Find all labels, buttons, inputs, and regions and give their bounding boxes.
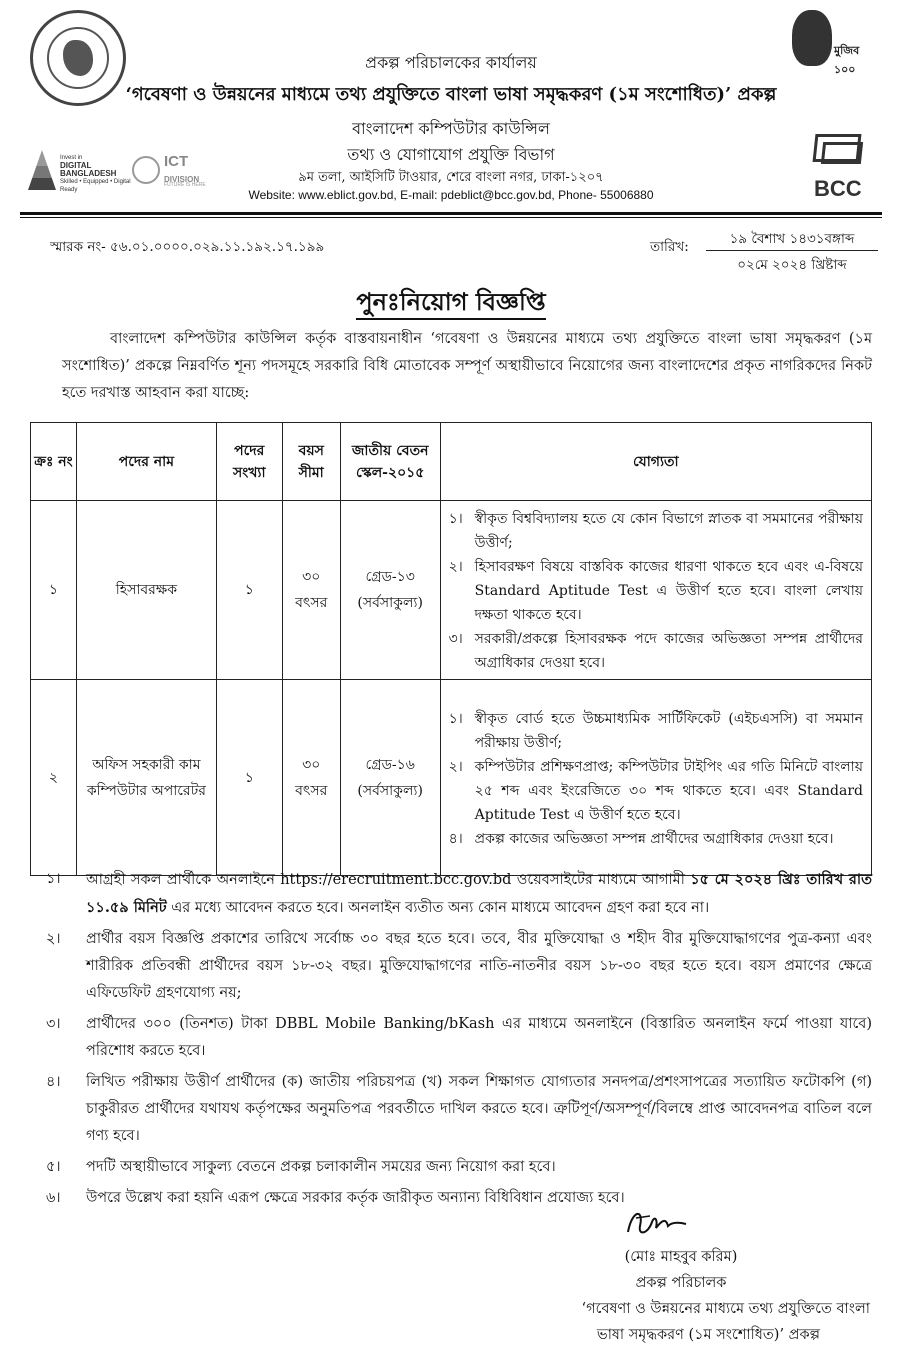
list-item: ৪। লিখিত পরীক্ষায় উত্তীর্ণ প্রার্থীদের (ক) জাতীয় পরিচয়পত্র (খ) সকল শিক্ষাগত যোগ্যতার সনদপত্র/প্রশংসাপত্রের সত্যায়িত ফটোকপি (গ) চাকুরীরত প্রার্থীদের যথাযথ কর্তৃপক্ষের অনুমতিপত্র পরবর্তীতে দাখিল করতে হবে। ত্রুটিপূর্ণ/অসম্পূর্ণ/বিলম্বে প্রাপ্ত আবেদনপত্র বাতিল বলে গণ্য হবে। xyxy=(46,1074,872,1144)
digital-tagline: Skilled • Equipped • Digital Ready xyxy=(60,179,131,193)
qualification-item: ১। স্বীকৃত বোর্ড হতে উচ্চমাধ্যমিক সার্টিফিকেট (এইচএসসি) বা সমমান পরীক্ষায় উত্তীর্ণ; xyxy=(448,710,863,751)
cell-count: ১ xyxy=(216,501,282,680)
cell-serial: ২ xyxy=(31,680,77,876)
header-qualification: যোগ্যতা xyxy=(440,423,871,501)
cell-qualification xyxy=(440,680,871,876)
header-count: পদের সংখ্যা xyxy=(216,423,282,501)
list-item: ৫। পদটি অস্থায়ীভাবে সাকুল্য বেতনে প্রকল্প চলাকালীন সময়ের জন্য নিয়োগ করা হবে। xyxy=(46,1159,556,1175)
office-address: ৯ম তলা, আইসিটি টাওয়ার, শেরে বাংলা নগর, ঢাকা-১২০৭ xyxy=(298,170,604,185)
signatory-title: প্রকল্প পরিচালক xyxy=(635,1275,727,1291)
qualification-item: ৪। প্রকল্প কাজের অভিজ্ঞতা সম্পন্ন প্রার্থীদের অগ্রাধিকার দেওয়া হবে। xyxy=(448,830,834,847)
signatory-project-line1: ‘গবেষণা ও উন্নয়নের মাধ্যমে তথ্য প্রযুক্তিতে বাংলা xyxy=(581,1301,870,1317)
cell-count: ১ xyxy=(216,680,282,876)
memo-number: স্মারক নং- ৫৬.০১.০০০০.০২৯.১১.১৯২.১৭.১৯৯ xyxy=(50,239,325,255)
date-english: ০২মে ২০২৪ খ্রিষ্টাব্দ xyxy=(737,257,847,273)
division-name: তথ্য ও যোগাযোগ প্রযুক্তি বিভাগ xyxy=(347,145,555,164)
council-name: বাংলাদেশ কম্পিউটার কাউন্সিল xyxy=(352,119,550,138)
ict-sub-text: DIVISION xyxy=(164,175,200,184)
table-row xyxy=(31,501,872,680)
ict-tagline: FUTURE IS HERE xyxy=(164,182,206,188)
table-header-row xyxy=(31,423,872,501)
project-name: ‘গবেষণা ও উন্নয়নের মাধ্যমে তথ্য প্রযুক্তিতে বাংলা ভাষা সমৃদ্ধকরণ (১ম সংশোধিত)’ প্রকল্প xyxy=(125,84,777,105)
header-post: পদের নাম xyxy=(76,423,216,501)
header-age: বয়স সীমা xyxy=(282,423,340,501)
table-row xyxy=(31,680,872,876)
date-label: তারিখ: xyxy=(650,239,689,255)
list-item: ৬। উপরে উল্লেখ করা হয়নি এরূপ ক্ষেত্রে সরকার কর্তৃক জারীকৃত অন্যান্য বিধিবিধান প্রযোজ্য হবে। xyxy=(46,1190,625,1206)
date-bangla: ১৯ বৈশাখ ১৪৩১বঙ্গাব্দ xyxy=(729,231,855,247)
signature-icon xyxy=(622,1204,692,1244)
qualification-item: ১। স্বীকৃত বিশ্ববিদ্যালয় হতে যে কোন বিভাগে স্নাতক বা সমমানের পরীক্ষায় উত্তীর্ণ; xyxy=(448,511,863,551)
qualification-item: ২। হিসাবরক্ষণ বিষয়ে বাস্তবিক কাজের ধারণা থাকতে হবে এবং এ-বিষয়ে Standard Aptitude Test এ উত্তীর্ণ হতে হবে। বাংলা লেখায় দক্ষতা থাকতে হবে। xyxy=(448,559,863,623)
cell-post: হিসাবরক্ষক xyxy=(76,501,216,680)
digital-small-text: Invest in xyxy=(60,155,83,161)
contact-info: Website: www.eblict.gov.bd, E-mail: pdeblict@bcc.gov.bd, Phone- 55006880 xyxy=(248,188,654,202)
qualification-item: ২। কম্পিউটার প্রশিক্ষণপ্রাপ্ত; কম্পিউটার টাইপিং এর গতি মিনিটে বাংলায় ২৫ শব্দ এবং ইংরেজিতে ৩০ শব্দ থাকতে হবে। এবং Standard Aptitude Test এ উত্তীর্ণ হতে হবে। xyxy=(448,758,863,823)
header-divider-thin xyxy=(20,217,882,218)
digital-big-text: DIGITAL BANGLADESH xyxy=(60,161,117,178)
header-divider xyxy=(20,212,882,215)
date-box xyxy=(702,226,882,274)
qualification-item: ৩। সরকারী/প্রকল্পে হিসাবরক্ষক পদে কাজের অভিজ্ঞতা সম্পন্ন প্রার্থীদের অগ্রাধিকার দেওয়া হবে। xyxy=(448,631,863,671)
intro-paragraph: বাংলাদেশ কম্পিউটার কাউন্সিল কর্তৃক বাস্তবায়নাধীন ‘গবেষণা ও উন্নয়নের মাধ্যমে তথ্য প্রযুক্তিতে বাংলা ভাষা সমৃদ্ধকরণ (১ম সংশোধিত)’ প্রকল্পে নিম্নবর্ণিত শূন্য পদসমূহে সরকারি বিধি মোতাবেক সম্পূর্ণ অস্থায়ীভাবে নিয়োগের জন্য বাংলাদেশের প্রকৃত নাগরিকদের নিকট হতে দরখাস্ত আহবান করা যাচ্ছে: xyxy=(62,331,872,401)
deadline-text: ১৫ মে ২০২৪ খ্রিঃ তারিখ রাত ১১.৫৯ মিনিট xyxy=(86,871,872,916)
notice-title xyxy=(0,284,902,324)
list-item: ৩। প্রার্থীদের ৩০০ (তিনশত) টাকা DBBL Mobile Banking/bKash এর মাধ্যমে অনলাইনে (বিস্তারিত অনলাইন ফর্মে পাওয়া যাবে) পরিশোধ করতে হবে। xyxy=(46,1016,872,1059)
cell-post: অফিস সহকারী কাম কম্পিউটার অপারেটর xyxy=(76,680,216,876)
signature-image xyxy=(622,1204,692,1244)
bcc-text: BCC xyxy=(814,176,862,201)
cell-age: ৩০ বৎসর xyxy=(282,680,340,876)
signatory-project-line2: ভাষা সমৃদ্ধকরণ (১ম সংশোধিত)’ প্রকল্প xyxy=(596,1327,820,1343)
cell-qualification xyxy=(440,501,871,680)
list-item: ১। আগ্রহী সকল প্রার্থীকে অনলাইনে https://erecruitment.bcc.gov.bd ওয়েবসাইটের মাধ্যমে আগামী ১৫ মে ২০২৪ খ্রিঃ তারিখ রাত ১১.৫৯ মিনিট এর মধ্যে আবেদন করতে হবে। অনলাইন ব্যতীত অন্য কোন মাধ্যমে আবেদন গ্রহণ করা হবে না। xyxy=(46,871,872,916)
office-name: প্রকল্প পরিচালকের কার্যালয় xyxy=(365,53,537,72)
notice-title-text: পুনঃনিয়োগ বিজ্ঞপ্তি xyxy=(356,287,545,320)
cell-age: ৩০ বৎসর xyxy=(282,501,340,680)
header-scale: জাতীয় বেতন স্কেল-২০১৫ xyxy=(340,423,440,501)
cell-scale: গ্রেড-১৩ (সর্বসাকুল্য) xyxy=(340,501,440,680)
cell-scale: গ্রেড-১৬ (সর্বসাকুল্য) xyxy=(340,680,440,876)
cell-serial: ১ xyxy=(31,501,77,680)
header-serial: ক্রঃ নং xyxy=(31,423,77,501)
portrait-caption: মুজিব ১০০ xyxy=(834,44,860,76)
vacancy-table xyxy=(30,422,872,876)
terms-list xyxy=(40,866,872,1216)
list-item: ২। প্রার্থীর বয়স বিজ্ঞপ্তি প্রকাশের তারিখে সর্বোচ্চ ৩০ বছর হতে হবে। তবে, বীর মুক্তিযোদ্ধা ও শহীদ বীর মুক্তিযোদ্ধাগণের পুত্র-কন্যা এবং শারীরিক প্রতিবন্ধী প্রার্থীদের বয়স ১৮-৩২ বছর। মুক্তিযোদ্ধাগণের নাতি-নাতনীর বয়স ১৮-৩০ বছর হতে হবে। বয়স প্রমাণের ক্ষেত্রে এফিডেফিট গ্রহণযোগ্য নয়; xyxy=(46,931,872,1001)
ict-text: ICT xyxy=(164,153,189,170)
signatory-name: (মোঃ মাহবুব করিম) xyxy=(624,1249,738,1265)
